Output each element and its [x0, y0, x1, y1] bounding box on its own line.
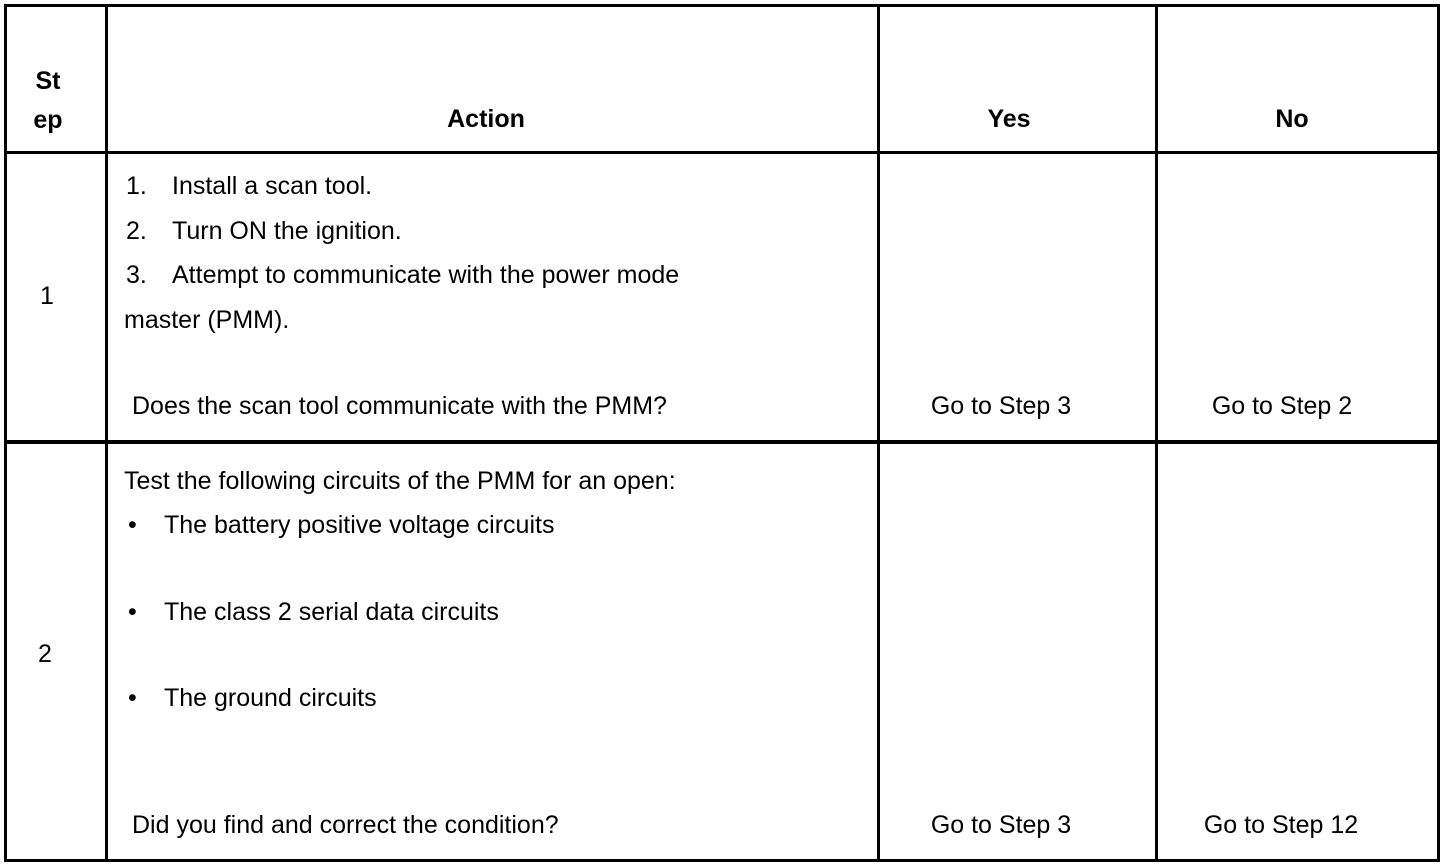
action-item-number: 1. [126, 172, 147, 200]
action-item-number: 3. [126, 261, 147, 289]
header-yes: Yes [987, 105, 1031, 133]
action-item-text: Attempt to communicate with the power mode [172, 261, 680, 289]
column-divider-step [105, 4, 108, 862]
header-action: Action [447, 105, 525, 133]
step-number: 2 [38, 640, 52, 668]
table-border-top [4, 4, 1440, 7]
bullet-item: The battery positive voltage circuits [164, 511, 555, 539]
header-step-line2: ep [33, 106, 63, 134]
bullet-icon: • [128, 684, 137, 712]
action-intro: Test the following circuits of the PMM for an open: [124, 467, 676, 495]
step-number: 1 [40, 282, 54, 310]
no-result: Go to Step 2 [1211, 392, 1353, 420]
bullet-icon: • [128, 511, 137, 539]
table-border-right [1437, 4, 1440, 862]
column-divider-yes [1155, 4, 1158, 862]
table-border-left [4, 4, 7, 862]
action-item-text: Install a scan tool. [172, 172, 373, 200]
bullet-icon: • [128, 598, 137, 626]
action-item-continuation: master (PMM). [124, 306, 290, 334]
table-border-bottom [4, 859, 1440, 862]
action-item-text: Turn ON the ignition. [172, 217, 402, 245]
header-no: No [1275, 105, 1309, 133]
bullet-item: The class 2 serial data circuits [164, 598, 499, 626]
header-step-line1: St [35, 67, 61, 95]
action-question: Did you find and correct the condition? [132, 811, 559, 839]
no-result: Go to Step 12 [1203, 811, 1359, 839]
action-item-number: 2. [126, 217, 147, 245]
header-divider [4, 151, 1440, 154]
row-divider [4, 440, 1440, 444]
bullet-item: The ground circuits [164, 684, 377, 712]
yes-result: Go to Step 3 [930, 811, 1072, 839]
column-divider-action [877, 4, 880, 862]
action-question: Does the scan tool communicate with the PMM? [132, 392, 667, 420]
yes-result: Go to Step 3 [930, 392, 1072, 420]
